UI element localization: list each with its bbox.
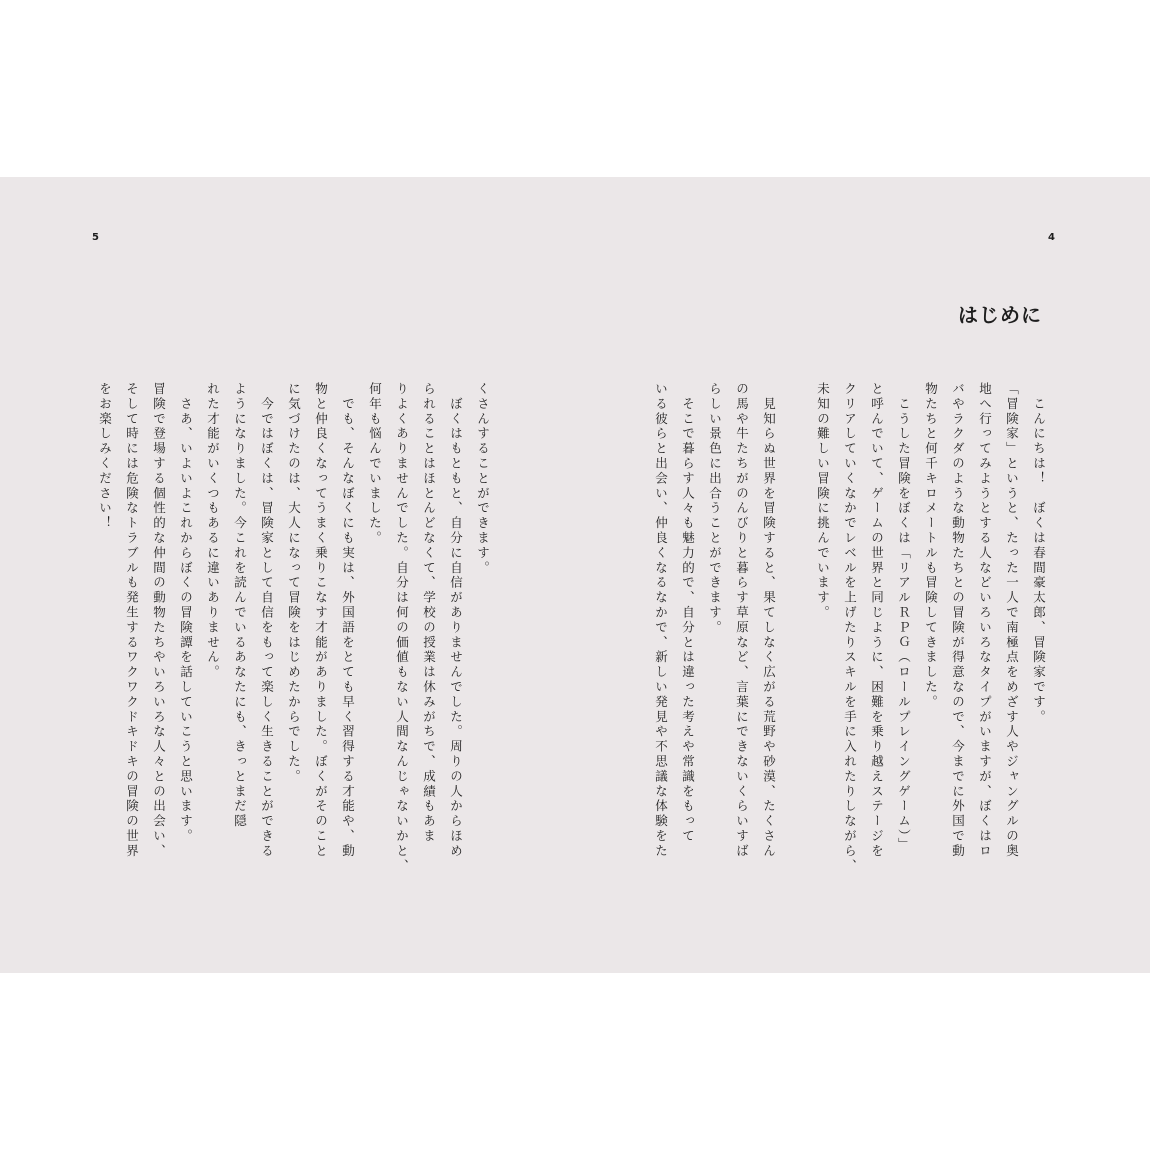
text-line: 「冒険家」というと、たった一人で南極点をめざす人やジャングルの奥 xyxy=(1004,382,1020,859)
text-line: 何年も悩んでいました。 xyxy=(367,382,383,546)
text-line: バやラクダのような動物たちとの冒険が得意なので、今までに外国で動 xyxy=(950,382,966,859)
text-line: 見知らぬ世界を冒険すると、果てしなく広がる荒野や砂漠、たくさん xyxy=(761,382,777,859)
text-line: 冒険で登場する個性的な仲間の動物たちやいろいろな人々との出会い、 xyxy=(151,382,167,859)
text-line: さあ、いよいよこれからぼくの冒険譚を話していこうと思います。 xyxy=(178,382,194,844)
text-line: ようになりました。今これを読んでいるあなたにも、きっとまだ隠 xyxy=(232,382,248,829)
text-line: 今ではぼくは、冒険家として自信をもって楽しく生きることができる xyxy=(259,382,275,859)
text-line: れた才能がいくつもあるに違いありません。 xyxy=(205,382,221,680)
text-line: の馬や牛たちがのんびりと暮らす草原など、言葉にできないくらいすば xyxy=(734,382,750,859)
text-line: でも、そんなぼくにも実は、外国語をとても早く習得する才能や、動 xyxy=(340,382,356,859)
text-line: らしい景色に出合うことができます。 xyxy=(707,382,723,636)
page-number-right: 4 xyxy=(1048,232,1055,243)
text-line: くさんすることができます。 xyxy=(475,382,491,576)
text-line: 物と仲良くなってうまく乗りこなす才能がありました。ぼくがそのこと xyxy=(313,382,329,859)
book-spread xyxy=(0,177,1150,973)
text-line: ぼくはもともと、自分に自信がありませんでした。周りの人からほめ xyxy=(448,382,464,859)
text-line: そこで暮らす人々も魅力的で、自分とは違った考えや常識をもって xyxy=(680,382,696,844)
text-line: りよくありませんでした。自分は何の価値もない人間なんじゃないかと、 xyxy=(394,382,410,874)
page-number-left: 5 xyxy=(92,232,99,243)
text-line: クリアしていくなかでレベルを上げたりスキルを手に入れたりしながら、 xyxy=(842,382,858,874)
text-line: いる彼らと出会い、仲良くなるなかで、新しい発見や不思議な体験をた xyxy=(653,382,669,859)
text-line: に気づけたのは、大人になって冒険をはじめたからでした。 xyxy=(286,382,302,785)
text-line: 物たちと何千キロメートルも冒険してきました。 xyxy=(923,382,939,710)
text-line: そして時には危険なトラブルも発生するワクワクドキドキの冒険の世界 xyxy=(124,382,140,859)
text-line: られることはほとんどなくて、学校の授業は休みがちで、成績もあま xyxy=(421,382,437,844)
text-line: こうした冒険をぼくは「リアルＲＰＧ（ロールプレイングゲーム）」 xyxy=(896,382,912,853)
text-line: 未知の難しい冒険に挑んでいます。 xyxy=(815,382,831,621)
text-line: こんにちは！ ぼくは春間豪太郎、冒険家です。 xyxy=(1031,382,1047,725)
chapter-heading: はじめに xyxy=(958,303,1042,327)
text-line: をお楽しみください！ xyxy=(97,382,113,531)
text-line: 地へ行ってみようとする人などいろいろなタイプがいますが、ぼくはロ xyxy=(977,382,993,859)
text-line: と呼んでいて、ゲームの世界と同じように、困難を乗り越えステージを xyxy=(869,382,885,859)
